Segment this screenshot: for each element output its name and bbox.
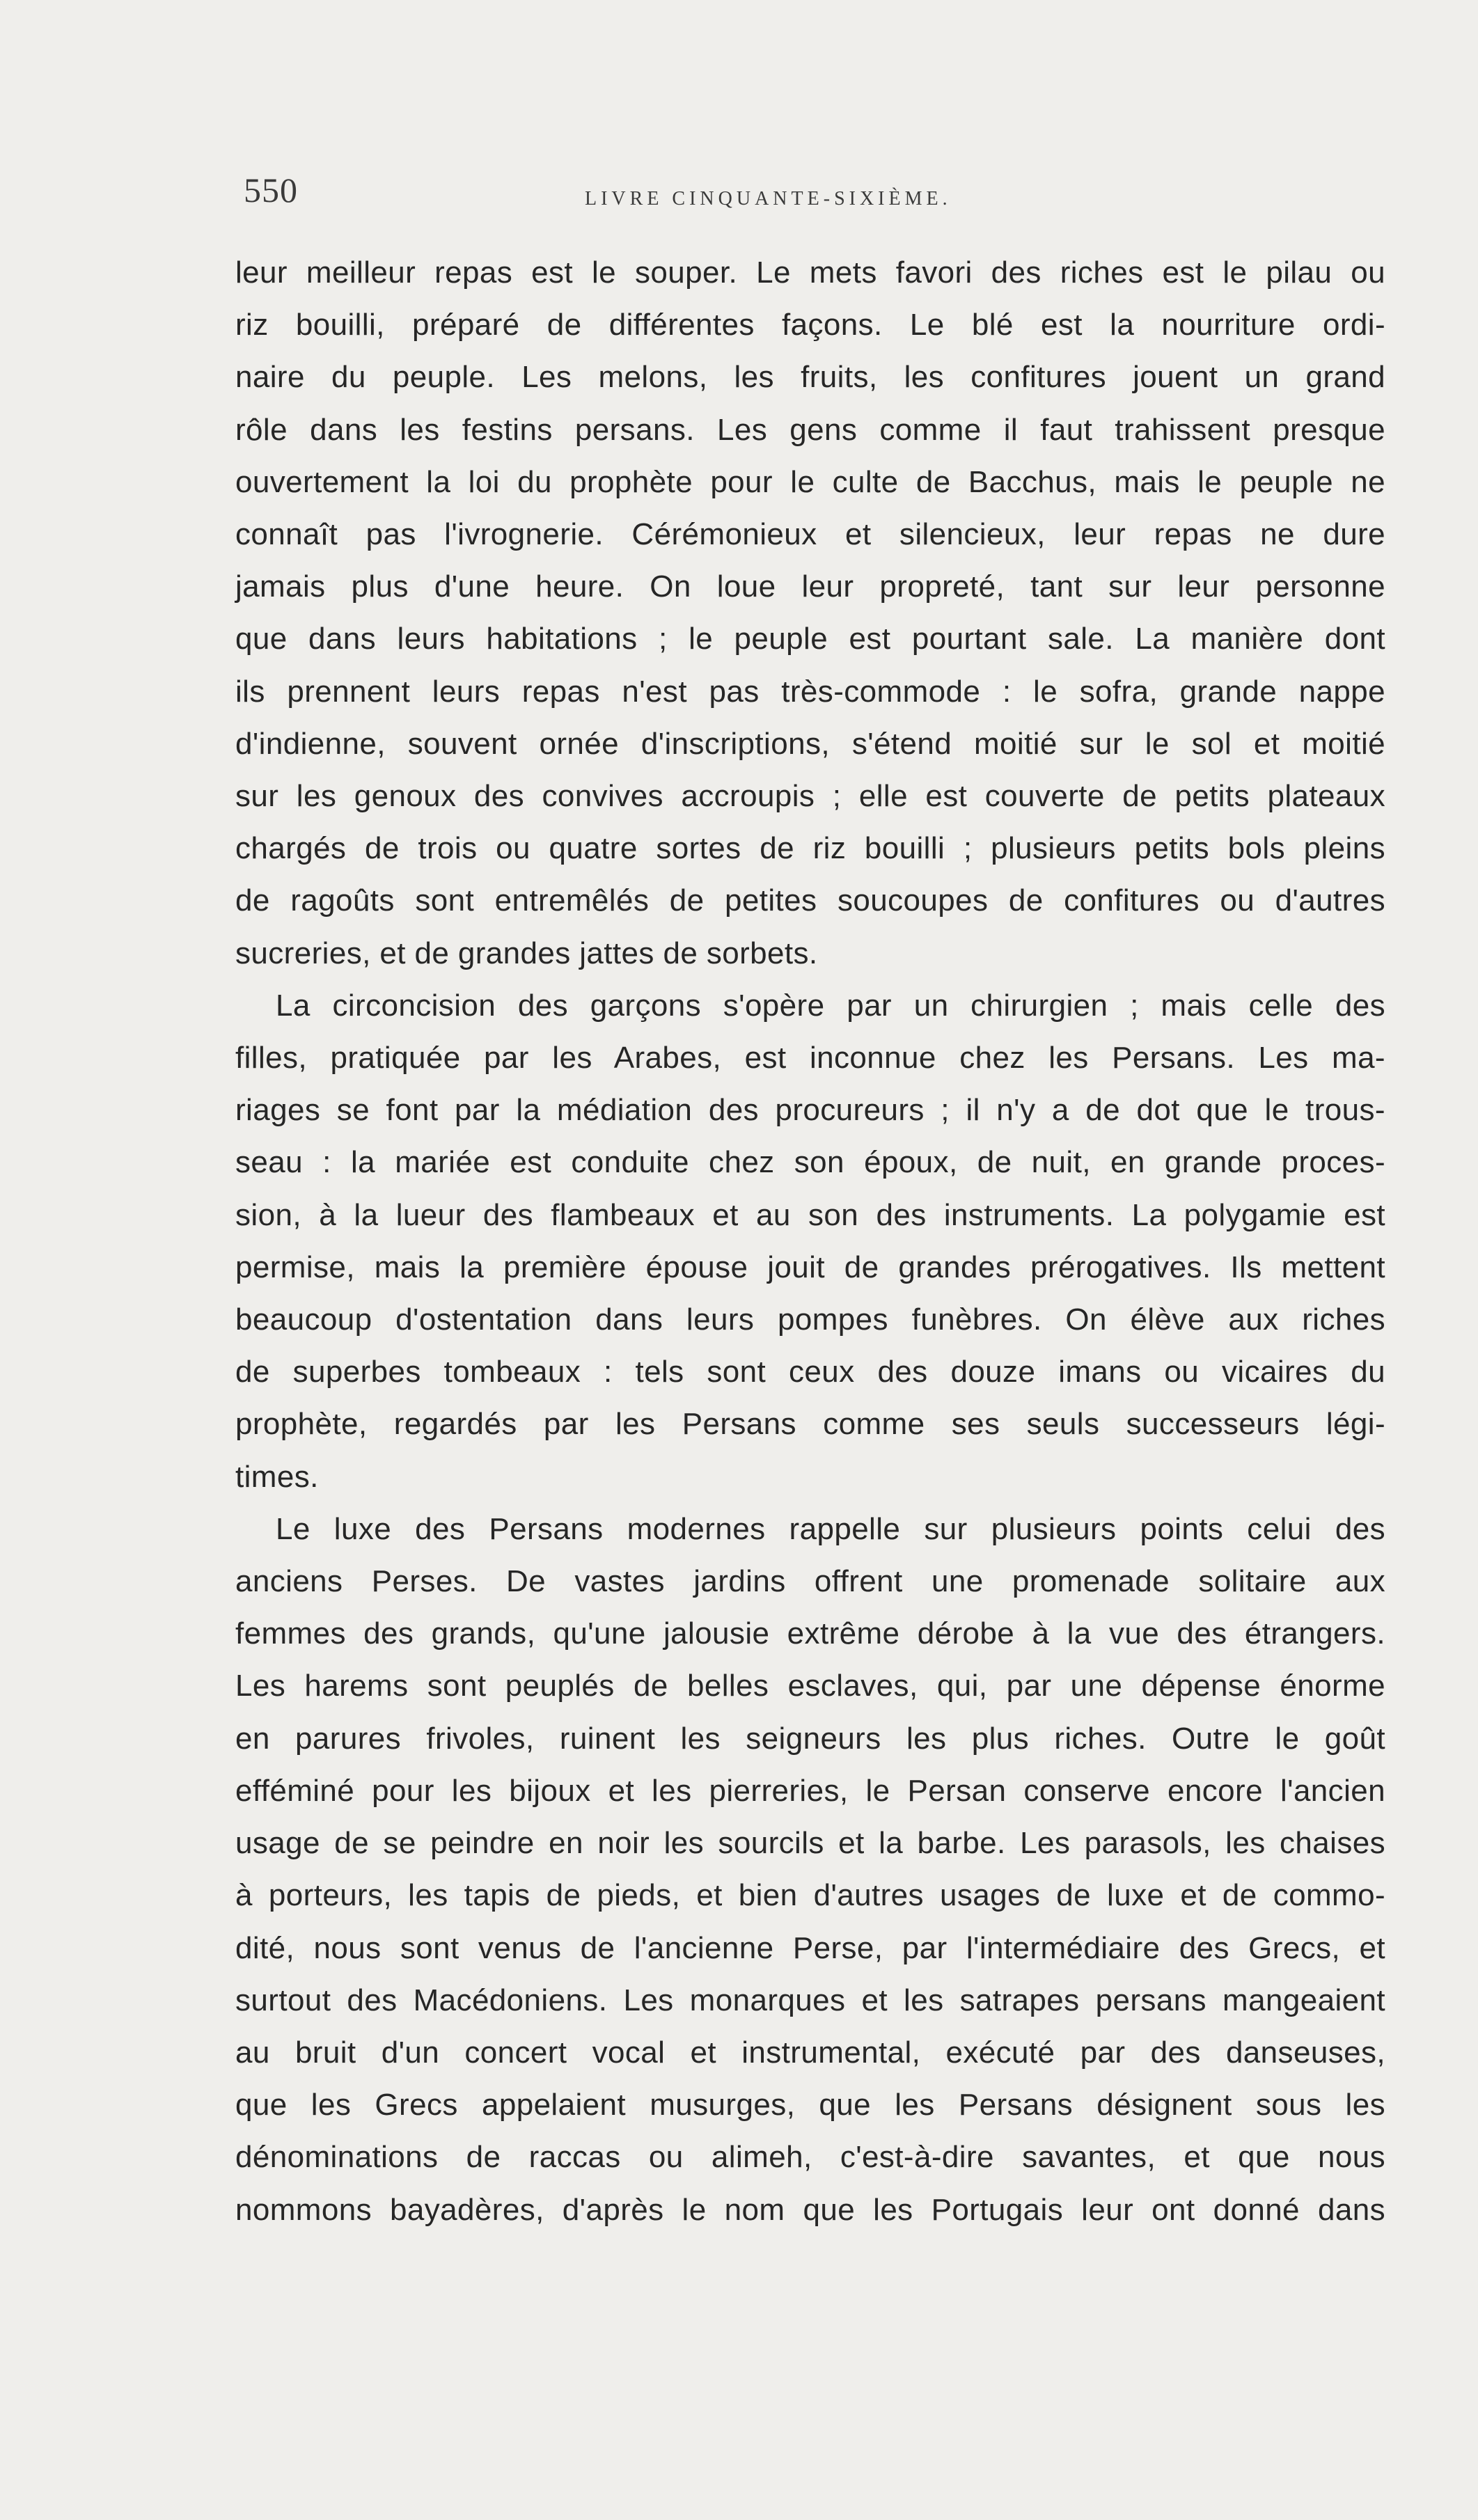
text-line: sion, à la lueur des flambeaux et au son des instruments. La polygamie est [235, 1197, 1385, 1232]
text-line: ils prennent leurs repas n'est pas très-commode : le sofra, grande nappe [235, 674, 1385, 709]
text-line: riz bouilli, préparé de différentes façons. Le blé est la nourriture ordi- [235, 308, 1385, 342]
text-line: filles, pratiquée par les Arabes, est inconnue chez les Persans. Les ma- [235, 1041, 1385, 1076]
text-line: dénominations de raccas ou alimeh, c'est-à-dire savantes, et que nous [235, 2140, 1385, 2175]
text-line: rôle dans les festins persans. Les gens comme il faut trahissent presque [235, 412, 1385, 447]
text-line: au bruit d'un concert vocal et instrumental, exécuté par des danseuses, [235, 2035, 1385, 2070]
text-line: de ragoûts sont entremêlés de petites soucoupes de confitures ou d'autres [235, 883, 1385, 918]
book-title: LIVRE CINQUANTE-SIXIÈME. [585, 188, 952, 210]
text-line: chargés de trois ou quatre sortes de riz bouilli ; plusieurs petits bols pleins [235, 831, 1385, 866]
text-line: Les harems sont peuplés de belles esclaves, qui, par une dépense énorme [235, 1669, 1385, 1703]
page-number: 550 [244, 171, 298, 210]
text-line: à porteurs, les tapis de pieds, et bien d'autres usages de luxe et de commo- [235, 1878, 1385, 1913]
text-line: ouvertement la loi du prophète pour le culte de Bacchus, mais le peuple ne [235, 464, 1385, 499]
text-line: beaucoup d'ostentation dans leurs pompes funèbres. On élève aux riches [235, 1302, 1385, 1337]
text-line: en parures frivoles, ruinent les seigneurs les plus riches. Outre le goût [235, 1721, 1385, 1756]
text-line: nommons bayadères, d'après le nom que les Portugais leur ont donné dans [235, 2192, 1385, 2227]
text-line: Le luxe des Persans modernes rappelle sur plusieurs points celui des [276, 1511, 1385, 1546]
text-line: connaît pas l'ivrognerie. Cérémonieux et silencieux, leur repas ne dure [235, 517, 1385, 552]
text-line: seau : la mariée est conduite chez son époux, de nuit, en grande proces- [235, 1145, 1385, 1180]
text-line: efféminé pour les bijoux et les pierreries, le Persan conserve encore l'ancien [235, 1773, 1385, 1808]
text-line: anciens Perses. De vastes jardins offrent une promenade solitaire aux [235, 1564, 1385, 1599]
text-line: femmes des grands, qu'une jalousie extrême dérobe à la vue des étrangers. [235, 1616, 1385, 1651]
text-line: times. [235, 1459, 319, 1494]
text-line: de superbes tombeaux : tels sont ceux des douze imans ou vicaires du [235, 1355, 1385, 1389]
text-line: prophète, regardés par les Persans comme ses seuls successeurs légi- [235, 1407, 1385, 1442]
text-line: riages se font par la médiation des procureurs ; il n'y a de dot que le trous- [235, 1093, 1385, 1128]
text-line: que dans leurs habitations ; le peuple est pourtant sale. La manière dont [235, 622, 1385, 656]
paragraph-luxury [235, 1503, 1385, 2236]
text-line: surtout des Macédoniens. Les monarques et les satrapes persans mangeaient [235, 1983, 1385, 2017]
text-line: d'indienne, souvent ornée d'inscriptions, s'étend moitié sur le sol et moitié [235, 726, 1385, 761]
text-line: usage de se peindre en noir les sourcils et la barbe. Les parasols, les chaises [235, 1826, 1385, 1861]
text-line: dité, nous sont venus de l'ancienne Perse, par l'intermédiaire des Grecs, et [235, 1930, 1385, 1965]
text-line: que les Grecs appelaient musurges, que les Persans désignent sous les [235, 2088, 1385, 2123]
text-line: sucreries, et de grandes jattes de sorbets. [235, 936, 818, 970]
text-line: naire du peuple. Les melons, les fruits, les confitures jouent un grand [235, 360, 1385, 395]
text-line: leur meilleur repas est le souper. Le mets favori des riches est le pilau ou [235, 255, 1385, 290]
text-line: La circoncision des garçons s'opère par un chirurgien ; mais celle des [276, 988, 1385, 1023]
text-line: sur les genoux des convives accroupis ; elle est couverte de petits plateaux [235, 779, 1385, 814]
text-line: jamais plus d'une heure. On loue leur propreté, tant sur leur personne [235, 569, 1385, 604]
paragraph-meals [235, 246, 1385, 979]
running-head [237, 170, 1406, 226]
text-line: permise, mais la première épouse jouit de grandes prérogatives. Ils mettent [235, 1250, 1385, 1284]
body-text [235, 246, 1385, 2236]
paragraph-customs [235, 979, 1385, 1503]
